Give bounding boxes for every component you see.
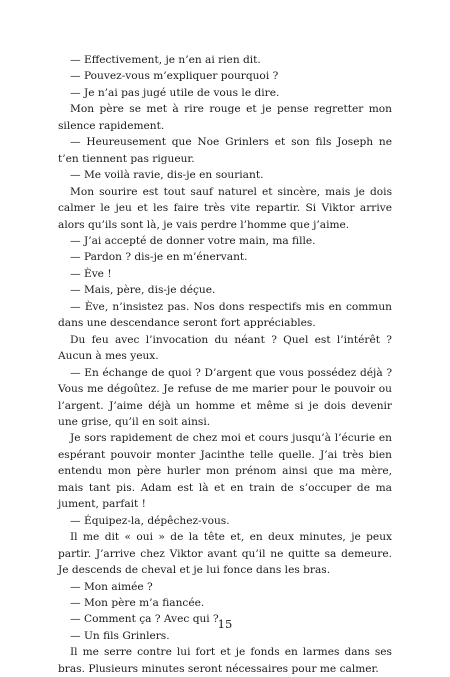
page-body-text [58,52,392,677]
paragraph: — Mais, père, dis-je déçue. [70,284,216,297]
paragraph: — Ève ! [70,267,112,280]
paragraph: — Équipez-la, dépêchez-vous. [70,514,230,527]
paragraph: — Mon aimée ? [70,580,153,593]
paragraph: — Ève, n’insistez pas. Nos dons respectifs mis en commun dans une descendance seront fort appréciables. [58,300,392,330]
paragraph: — En échange de quoi ? D’argent que vous possédez déjà ? Vous me dégoûtez. Je refuse de me marier pour le pouvoir ou l’argent. J’aime déjà un homme et même si je dois devenir une grise, qu’il en soit ainsi. [58,366,392,428]
paragraph: — Me voilà ravie, dis-je en souriant. [70,169,264,182]
paragraph: Il me dit « oui » de la tête et, en deux minutes, je peux partir. J’arrive chez Viktor avant qu’il ne quitte sa demeure. Je descends de cheval et je lui fonce dans les bras. [58,531,392,577]
paragraph: — J’ai accepté de donner votre main, ma fille. [70,234,316,247]
paragraph: — Heureusement que Noe Grinlers et son fils Joseph ne t’en tiennent pas rigueur. [58,136,392,165]
paragraph: Je sors rapidement de chez moi et cours jusqu’à l’écurie en espérant pouvoir monter Jacinthe telle quelle. J’ai très bien entendu mon père hurler mon prénom ainsi que ma mère, mais tant pis. Adam est là et en train de s’occuper de ma jument, parfait ! [58,432,392,511]
paragraph: — Un fils Grinlers. [70,629,170,642]
paragraph: — Pouvez-vous m’expliquer pourquoi ? [70,70,279,83]
page-number: 15 [217,617,233,631]
paragraph: Mon sourire est tout sauf naturel et sincère, mais je dois calmer le jeu et les faire très vite repartir. Si Viktor arrive alors qu’ils sont là, je vais perdre l’homme que j’aime. [58,185,392,231]
paragraph: Mon père se met à rire rouge et je pense regretter mon silence rapidement. [58,103,392,132]
paragraph: — Pardon ? dis-je en m’énervant. [70,251,248,264]
paragraph: — Je n’ai pas jugé utile de vous le dire. [70,86,280,99]
paragraph: — Effectivement, je n’en ai rien dit. [70,54,261,66]
paragraph: Du feu avec l’invocation du néant ? Quel est l’intérêt ? Aucun à mes yeux. [58,333,392,363]
paragraph: — Comment ça ? Avec qui ? [70,613,219,626]
paragraph: — Mon père m’a fiancée. [70,596,205,609]
paragraph: Il me serre contre lui fort et je fonds en larmes dans ses bras. Plusieurs minutes seront nécessaires pour me calmer. [58,646,392,675]
